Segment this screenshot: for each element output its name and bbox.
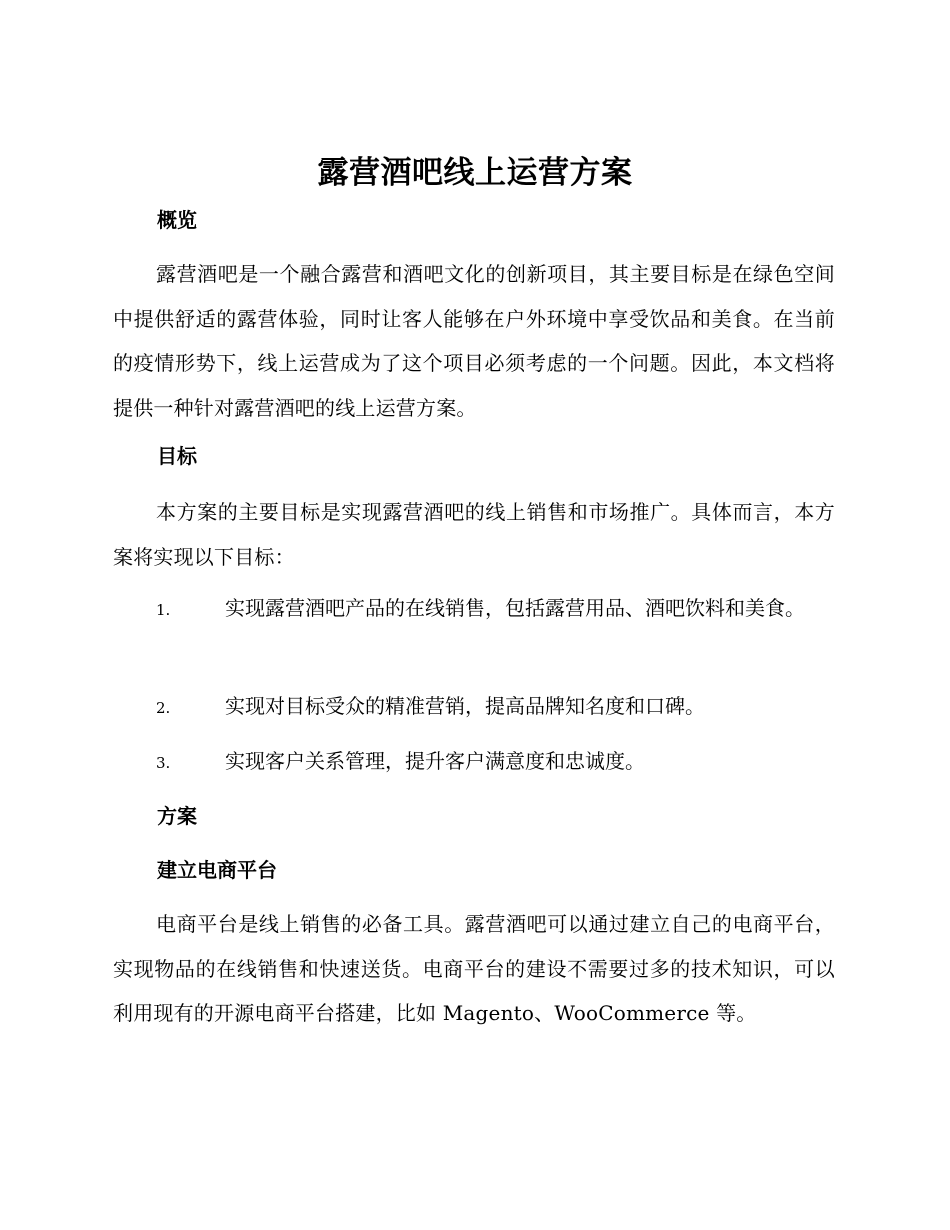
list-text: 实现客户关系管理，提升客户满意度和忠诚度。: [225, 749, 645, 773]
overview-paragraph: 露营酒吧是一个融合露营和酒吧文化的创新项目，其主要目标是在绿色空间中提供舒适的露营体验，同时让客人能够在户外环境中享受饮品和美食。在当前的疫情形势下，线上运营成为了这个项目必须考虑的一个问题。因此，本文档将提供一种针对露营酒吧的线上运营方案。: [113, 262, 835, 420]
list-text: 实现露营酒吧产品的在线销售，包括露营用品、酒吧饮料和美食。: [225, 596, 805, 620]
list-number: 2.: [156, 699, 171, 717]
goal-list-item-2: [113, 684, 835, 731]
section-heading-goals: 目标: [157, 444, 197, 468]
ecommerce-paragraph: 电商平台是线上销售的必备工具。露营酒吧可以通过建立自己的电商平台，实现物品的在线销售和快速送货。电商平台的建设不需要过多的技术知识，可以利用现有的开源电商平台搭建，比如 Magento、WooCommerce 等。: [113, 912, 835, 1025]
list-number: 3.: [156, 754, 171, 772]
list-text: 实现对目标受众的精准营销，提高品牌知名度和口碑。: [225, 694, 705, 718]
goals-paragraph: 本方案的主要目标是实现露营酒吧的线上销售和市场推广。具体而言，本方案将实现以下目标：: [113, 500, 835, 569]
document-title: 露营酒吧线上运营方案: [317, 155, 633, 191]
goal-list-item-1: [113, 586, 835, 633]
section-heading-plan: 方案: [157, 804, 197, 828]
goal-list-item-3: [113, 739, 835, 786]
subsection-heading-ecommerce: 建立电商平台: [157, 858, 277, 882]
section-heading-overview: 概览: [157, 208, 197, 232]
list-number: 1.: [156, 601, 171, 619]
